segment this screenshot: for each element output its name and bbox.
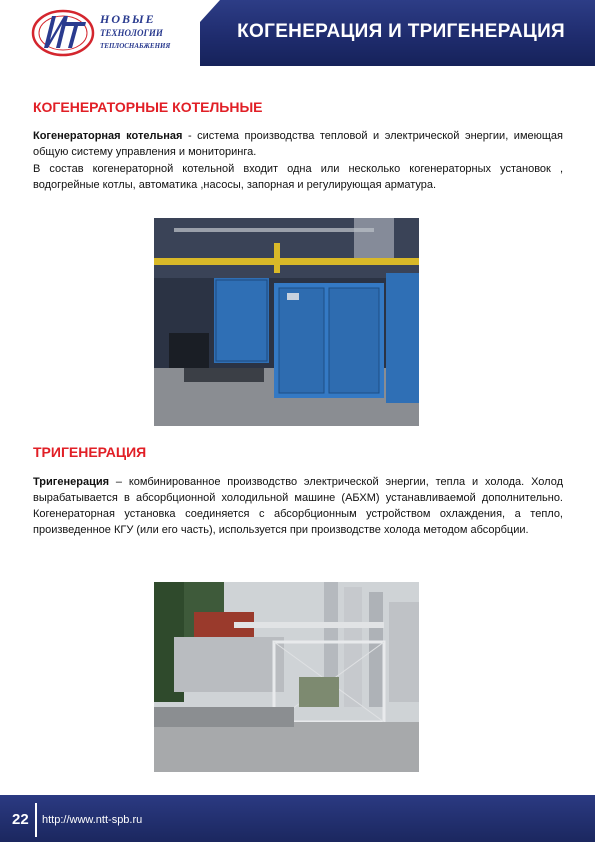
- trigeneration-plant-image: [154, 582, 419, 772]
- trigeneration-plant-photo: [154, 582, 419, 772]
- logo-text-line1: НОВЫЕ: [100, 12, 156, 26]
- website-link[interactable]: http://www.ntt-spb.ru: [42, 814, 143, 826]
- logo-text-line2: ТЕХНОЛОГИИ: [100, 28, 163, 38]
- section2-term: Тригенерация: [33, 476, 110, 488]
- header-wedge: [160, 0, 220, 66]
- page-header: [0, 0, 595, 66]
- page-title: КОГЕНЕРАЦИЯ И ТРИГЕНЕРАЦИЯ: [237, 21, 565, 42]
- logo-text-line3: ТЕПЛОСНАБЖЕНИЯ: [100, 42, 171, 50]
- page-footer: [0, 795, 595, 842]
- company-logo: [30, 6, 171, 60]
- boiler-room-image: [154, 218, 419, 426]
- section-title-trigeneration: ТРИГЕНЕРАЦИЯ: [33, 444, 147, 460]
- page-number: 22: [12, 811, 29, 828]
- boiler-room-photo: [154, 218, 419, 426]
- footer-divider: [35, 803, 37, 837]
- section2-paragraph: [33, 474, 563, 538]
- section1-definition: - система производства тепловой и электрической энергии, имеющая общую систему управления и мониторинга.: [33, 130, 564, 158]
- section1-paragraph1: [33, 128, 563, 160]
- section1-term: Когенераторная котельная: [33, 130, 183, 142]
- section2-definition: – комбинированное производство электрической энергии, тепла и холода. Холод вырабатывается в абсорбционной холодильной машине (АБХМ) устанавливаемой дополнительно. Когенераторная установка соединяется с абсорбционным устройством охлаждения, а тепло, произведенное КГУ (или его часть), используется при производстве холода методом абсорбции.: [33, 476, 563, 536]
- section1-paragraph2: В состав когенераторной котельной входит одна или несколько когенераторных установок , водогрейные котлы, автоматика ,насосы, запорная и регулирующая арматура.: [33, 163, 563, 191]
- section-title-cogeneration: КОГЕНЕРАТОРНЫЕ КОТЕЛЬНЫЕ: [33, 99, 263, 115]
